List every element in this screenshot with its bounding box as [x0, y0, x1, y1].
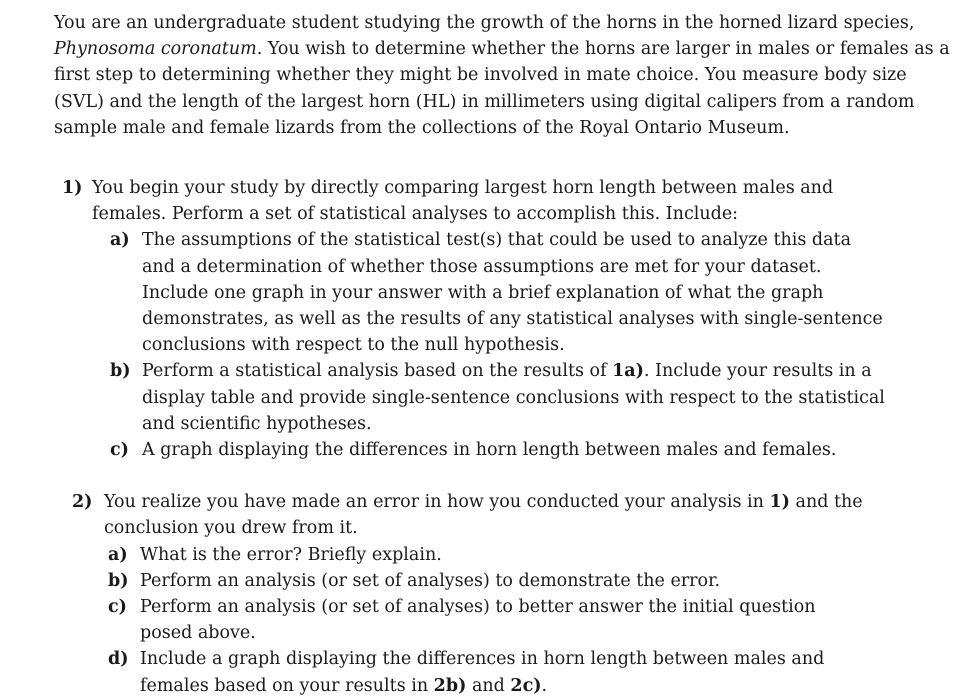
question-1b-text: Perform a statistical analysis based on the results of 1a). Include your results in a display table and provide single-sentence conclusions with respect to the statistical and scientific hypotheses. — [142, 361, 885, 434]
question-2c-label: c) — [108, 597, 127, 618]
question-1a-label: a) — [110, 230, 130, 251]
question-2c-text: Perform an analysis (or set of analyses) to better answer the initial question posed above. — [140, 597, 816, 644]
question-2-number: 2) — [72, 492, 93, 513]
question-2a — [108, 542, 894, 568]
question-1b — [110, 358, 892, 437]
reference-1: 1) — [769, 492, 790, 513]
question-2a-text: What is the error? Briefly explain. — [140, 544, 442, 565]
question-2b-label: b) — [108, 570, 129, 591]
question-1a — [110, 227, 892, 358]
question-2d — [108, 646, 894, 698]
question-1c-label: c) — [110, 440, 129, 461]
question-2d-text: Include a graph displaying the differences in horn length between males and females based on your results in 2b) and 2c). — [140, 649, 825, 696]
reference-2b: 2b) — [433, 675, 467, 696]
species-name: Phynosoma coronatum — [54, 39, 257, 60]
question-2c — [108, 594, 894, 646]
question-1a-text: The assumptions of the statistical test(s) that could be used to analyze this data and a determination of whether those assumptions are met for your dataset. Include one graph in your answer with a brief explanation of what the graph demonstrates, as well as the results of any statistical analyses with single-sentence conclusions with respect to the null hypothesis. — [142, 230, 883, 356]
intro-text-start: You are an undergraduate student studying the growth of the horns in the horned lizard species, — [54, 13, 915, 33]
question-1-text: You begin your study by directly comparing largest horn length between males and females. Perform a set of statistical analyses to accomplish this. Include: — [92, 178, 834, 225]
intro-text-rest: . You wish to determine whether the horns are larger in males or females as a first step to determining whether they might be involved in mate choice. You measure body size (SVL) and the length of the largest horn (HL) in millimeters using digital calipers from a random sample male and female lizards from the collections of the Royal Ontario Museum. — [54, 39, 950, 138]
question-2b-text: Perform an analysis (or set of analyses) to demonstrate the error. — [140, 570, 721, 591]
question-1 — [54, 175, 892, 463]
question-1-number: 1) — [62, 178, 83, 199]
question-2a-label: a) — [108, 544, 128, 565]
question-2b — [108, 568, 894, 594]
question-2d-label: d) — [108, 649, 129, 670]
question-2 — [54, 489, 894, 699]
reference-2c: 2c) — [510, 675, 542, 696]
question-1c-text: A graph displaying the differences in horn length between males and females. — [142, 440, 837, 461]
question-1b-label: b) — [110, 361, 131, 382]
question-1c — [110, 437, 892, 463]
assignment-document — [54, 10, 954, 699]
reference-1a: 1a) — [612, 361, 644, 382]
question-2-text: You realize you have made an error in how you conducted your analysis in 1) and the conclusion you drew from it. — [104, 492, 863, 539]
intro-paragraph — [54, 10, 954, 141]
